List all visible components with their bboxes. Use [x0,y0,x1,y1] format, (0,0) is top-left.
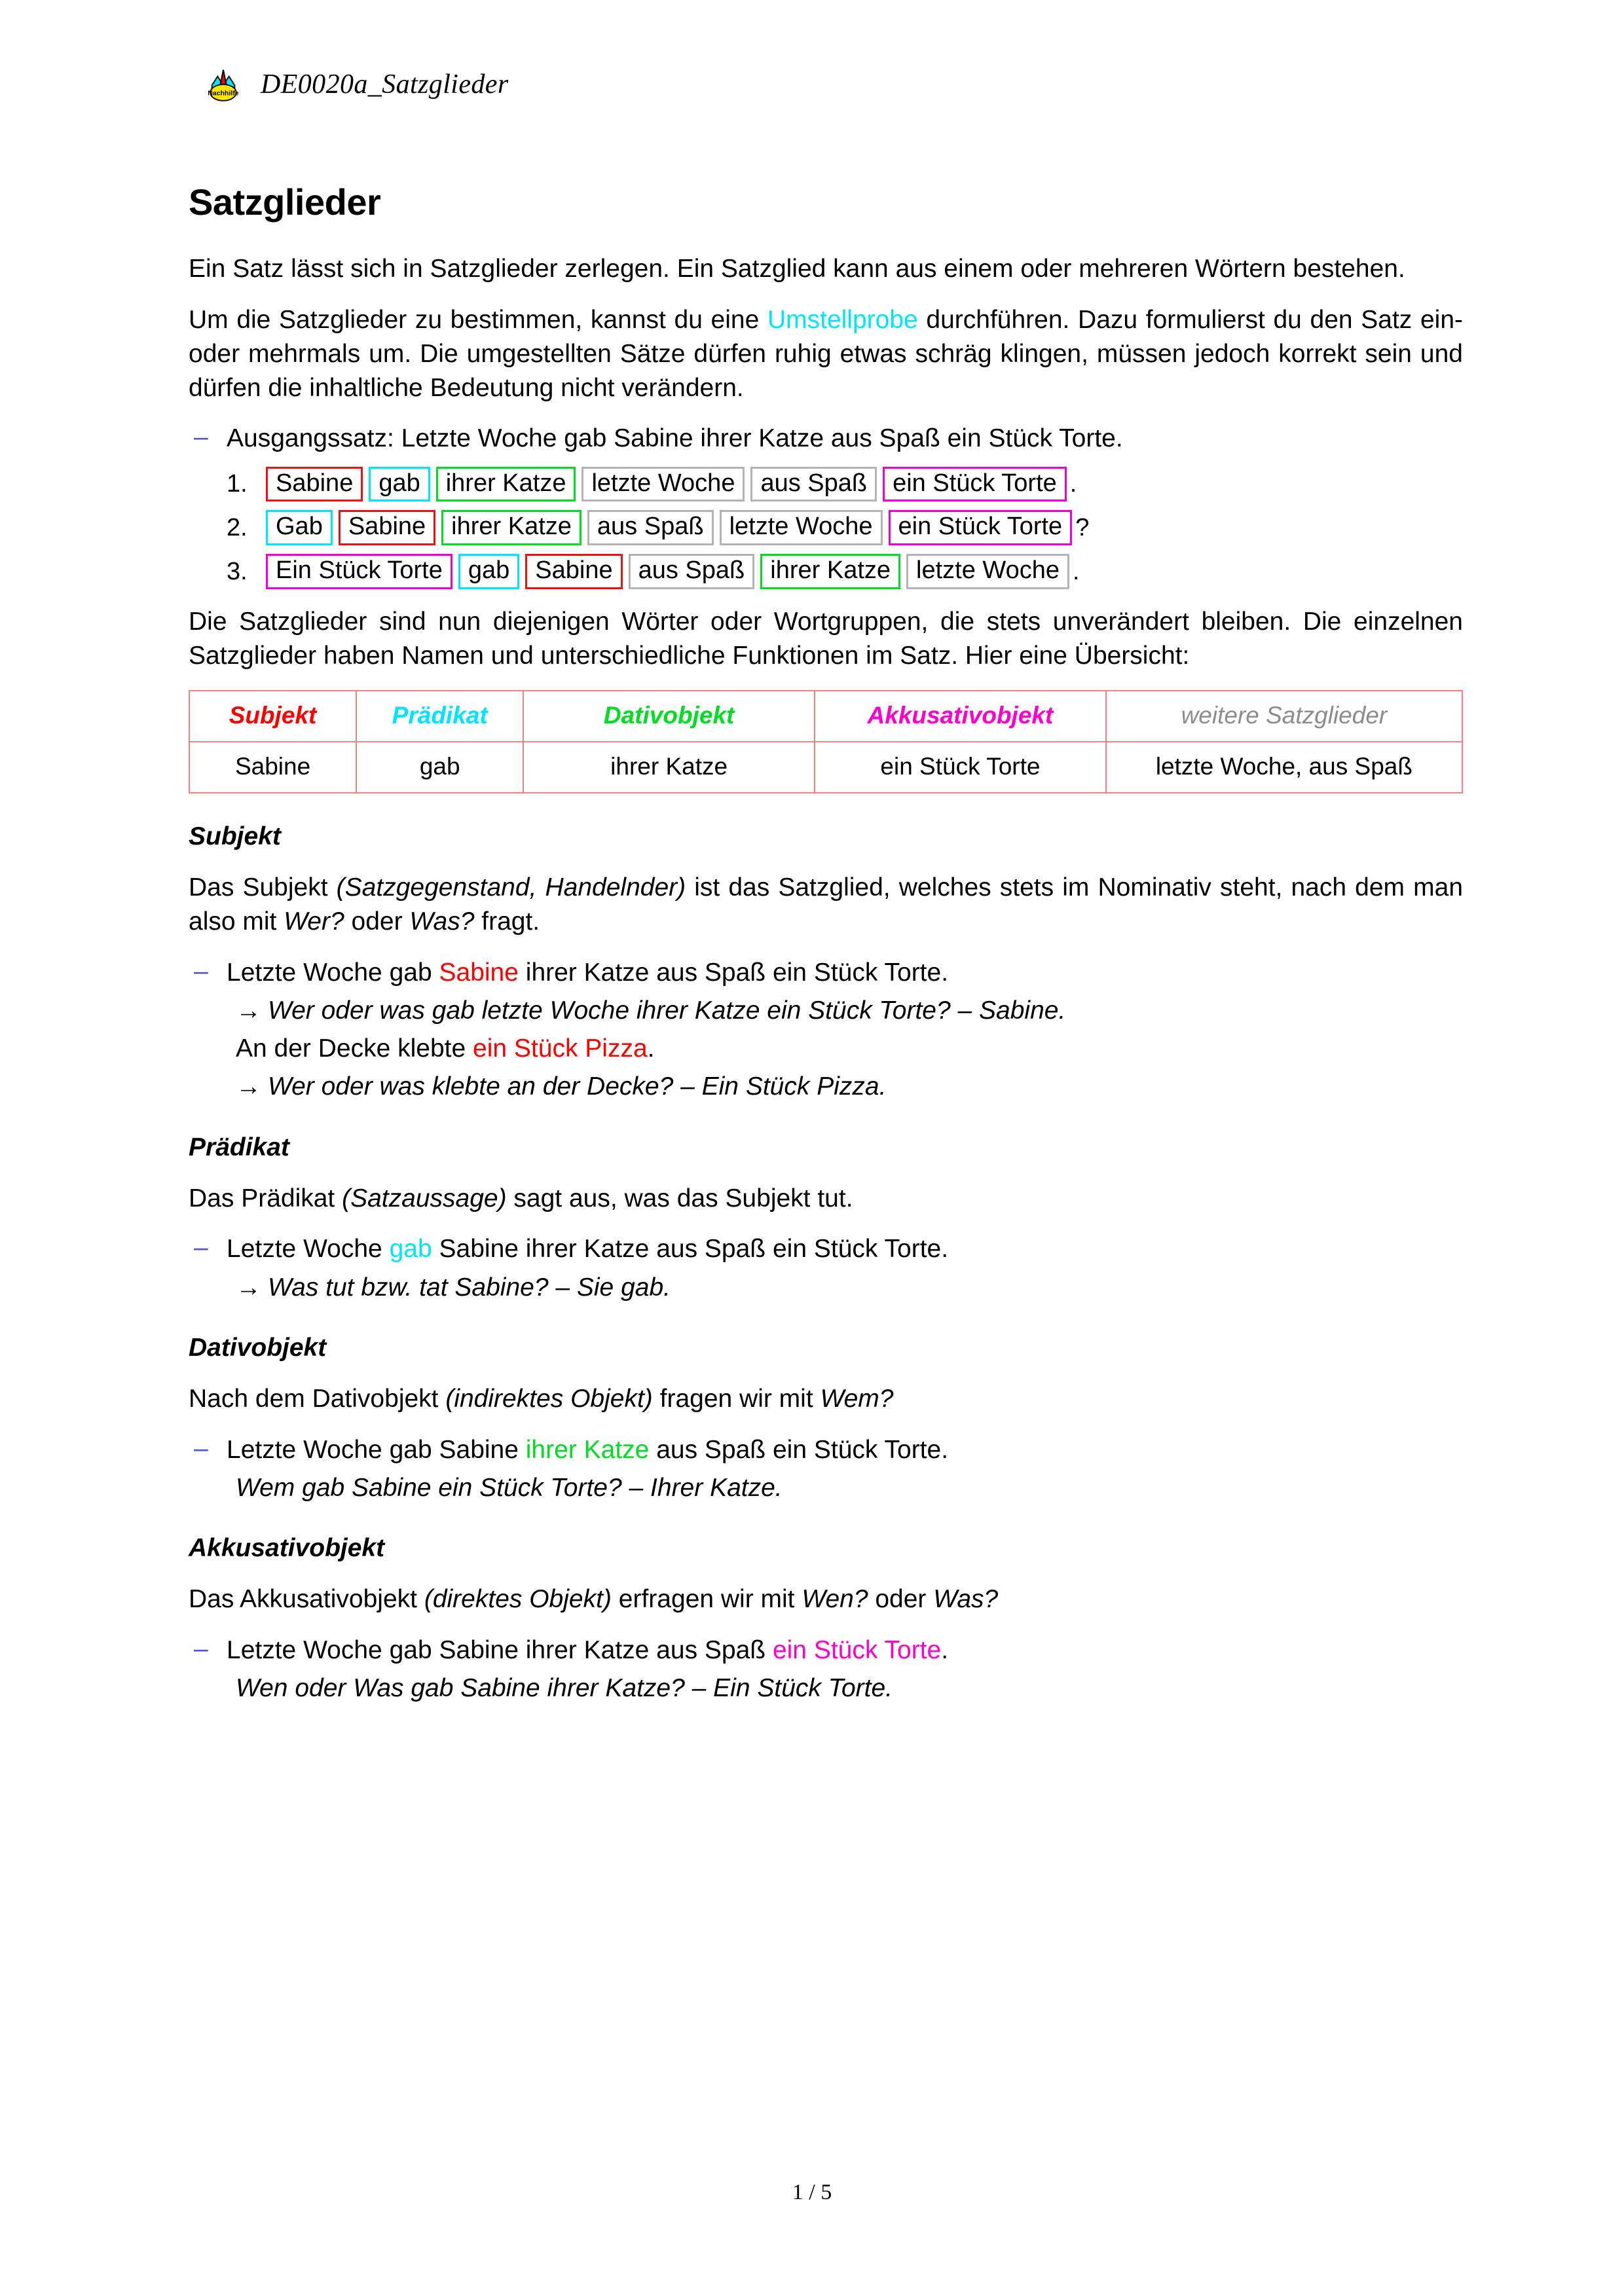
table-header-subjekt: Subjekt [189,691,356,742]
table-cell-weitere: letzte Woche, aus Spaß [1106,742,1462,793]
satzglied-chip: Sabine [266,467,363,502]
page-number: 1 / 5 [792,2180,832,2204]
section-heading-praedikat: Prädikat [189,1133,289,1161]
satzglied-chip: ihrer Katze [760,554,900,589]
table-row [189,742,1462,793]
table-header-praedikat: Prädikat [356,691,523,742]
subjekt-answer-2 [189,1070,1463,1104]
example-pre: Letzte Woche [227,1235,390,1264]
definition-alt-name: (Satzgegenstand, Handelnder) [336,873,686,902]
example-post: aus Spaß ein Stück Torte. [649,1435,949,1464]
akkusativobjekt-example [189,1633,1463,1667]
example-post: ihrer Katze aus Spaß ein Stück Torte. [518,958,949,987]
arrow-icon: → [236,1072,261,1101]
satzglied-chip: gab [369,467,430,502]
example-post: . [941,1636,949,1665]
subjekt-example [189,956,1463,990]
satzglied-chip: Gab [266,510,333,545]
definition-pre: Das Prädikat [189,1184,342,1212]
table-header-row [189,691,1462,742]
definition-mid: fragen wir mit [652,1384,821,1413]
permutation-number: 1. [227,470,248,498]
satzglied-chip: Ein Stück Torte [266,554,452,589]
praedikat-answer [189,1271,1463,1305]
answer-text: Was tut bzw. tat Sabine? – Sie gab. [268,1273,671,1302]
nachhilfe-logo-icon [203,64,244,105]
satzglied-chip: aus Spaß [629,554,755,589]
document-header [203,64,509,105]
satzglied-chip: Sabine [339,510,435,545]
satzglied-chip: letzte Woche [720,510,883,545]
section-heading-subjekt: Subjekt [189,822,281,850]
definition-alt-name: (direktes Objekt) [424,1585,612,1614]
page-footer [0,2180,1624,2205]
table-header-dativobjekt: Dativobjekt [523,691,815,742]
permutation-row [189,554,1463,589]
document-body [189,181,1463,1710]
example-post: Sabine ihrer Katze aus Spaß ein Stück Torte. [432,1235,949,1264]
intro-paragraph-2 [189,303,1463,405]
satzglied-chip: letzte Woche [906,554,1069,589]
satzglied-chip: Sabine [525,554,622,589]
dash-bullet-icon: – [194,423,208,452]
satzglied-chip: ein Stück Torte [889,510,1073,545]
example-pre: Letzte Woche gab [227,958,439,987]
definition-alt-name: (indirektes Objekt) [445,1384,653,1413]
umstellprobe-highlight: Umstellprobe [767,305,918,334]
subjekt-definition [189,871,1463,939]
intro-p2-post: durchführen. Dazu formulierst du den Satz ein- oder mehrmals um. Die umgestellten Sätze dürfen ruhig etwas schräg klingen, müssen jedoch korrekt sein und dürfen die inhaltliche Bedeutung nicht verändern. [189,305,1464,402]
arrow-icon: → [236,1273,261,1302]
answer-text: Wem gab Sabine ein Stück Torte? – Ihrer Katze. [236,1473,783,1502]
highlighted-satzglied: Sabine [439,958,519,987]
dash-bullet-icon: – [194,957,208,985]
svg-text:Nachhilfe: Nachhilfe [208,89,239,98]
satzglied-chip: letzte Woche [581,467,745,502]
dativobjekt-answer [189,1471,1463,1505]
subjekt-example-2 [189,1032,1463,1066]
dash-bullet-icon: – [194,1635,208,1664]
definition-alt-name: (Satzaussage) [342,1184,507,1212]
definition-pre: Das Akkusativobjekt [189,1585,424,1614]
ausgangssatz-item [189,422,1463,456]
satzglied-chip: ein Stück Torte [883,467,1067,502]
table-cell-akkusativobjekt: ein Stück Torte [815,742,1106,793]
sentence-punctuation: . [1069,470,1077,498]
table-header-akkusativobjekt: Akkusativobjekt [815,691,1106,742]
sentence-punctuation: ? [1075,513,1090,541]
table-cell-praedikat: gab [356,742,523,793]
umstellprobe-list [189,467,1463,589]
satzglied-chip: aus Spaß [587,510,714,545]
definition-pre: Nach dem Dativobjekt [189,1384,446,1413]
satzglied-chip: ihrer Katze [441,510,581,545]
question-word-1: Wer? [284,907,344,936]
answer-text: Wer oder was klebte an der Decke? – Ein Stück Pizza. [268,1072,887,1101]
question-word-1: Wem? [820,1384,894,1413]
after-list-paragraph: Die Satzglieder sind nun diejenigen Wörter oder Wortgruppen, die stets unverändert bleiben. Die einzelnen Satzglieder haben Namen und unterschiedliche Funktionen im Satz. Hier eine Übersicht: [189,608,1463,670]
ausgangssatz-text: Ausgangssatz: Letzte Woche gab Sabine ihrer Katze aus Spaß ein Stück Torte. [227,424,1123,453]
page-title: Satzglieder [189,181,381,223]
document-code-label: DE0020a_Satzglieder [261,69,509,100]
intro-p2-pre: Um die Satzglieder zu bestimmen, kannst du eine [189,305,767,334]
permutation-row [189,510,1463,545]
definition-end: fragt. [474,907,540,936]
satzglied-chip: aus Spaß [750,467,877,502]
definition-end: sagt aus, was das Subjekt tut. [506,1184,853,1212]
dash-bullet-icon: – [194,1434,208,1463]
definition-mid: erfragen wir mit [611,1585,802,1614]
example2-pre: An der Decke klebte [236,1034,473,1063]
sentence-punctuation: . [1072,557,1080,585]
satzglieder-overview-table [189,690,1463,793]
praedikat-definition [189,1182,1463,1216]
section-heading-dativobjekt: Dativobjekt [189,1333,327,1362]
example-pre: Letzte Woche gab Sabine ihrer Katze aus Spaß [227,1636,773,1665]
answer-text: Wer oder was gab letzte Woche ihrer Katze ein Stück Torte? – Sabine. [268,996,1066,1025]
arrow-icon: → [236,996,261,1025]
highlighted-satzglied: ihrer Katze [525,1435,650,1464]
question-word-2: Was? [933,1585,999,1614]
dash-bullet-icon: – [194,1233,208,1262]
subjekt-answer [189,994,1463,1028]
satzglied-chip: gab [458,554,519,589]
table-header-weitere: weitere Satzglieder [1106,691,1462,742]
intro-paragraph-1: Ein Satz lässt sich in Satzglieder zerlegen. Ein Satzglied kann aus einem oder mehreren Wörtern bestehen. [189,255,1405,283]
example-pre: Letzte Woche gab Sabine [227,1435,526,1464]
highlighted-satzglied: ein Stück Torte [772,1636,942,1665]
example2-post: . [647,1034,655,1063]
highlighted-satzglied: gab [389,1235,432,1264]
definition-join: oder [868,1585,934,1614]
dativobjekt-definition [189,1382,1463,1416]
akkusativobjekt-answer [189,1671,1463,1705]
question-word-1: Wen? [802,1585,868,1614]
answer-text: Wen oder Was gab Sabine ihrer Katze? – Ein Stück Torte. [236,1674,893,1703]
highlighted-satzglied: ein Stück Pizza [473,1034,648,1063]
definition-pre: Das Subjekt [189,873,337,902]
satzglied-chip: ihrer Katze [436,467,576,502]
permutation-number: 2. [227,513,248,541]
section-heading-akkusativobjekt: Akkusativobjekt [189,1534,385,1563]
question-word-2: Was? [409,907,475,936]
akkusativobjekt-definition [189,1582,1463,1616]
definition-join: oder [344,907,410,936]
praedikat-example [189,1232,1463,1266]
permutation-row [189,467,1463,502]
table-cell-subjekt: Sabine [189,742,356,793]
definition-mid: ist das Satzglied, welches stets im Nominativ steht, nach dem man also mit [189,873,1464,936]
table-cell-dativobjekt: ihrer Katze [523,742,815,793]
permutation-number: 3. [227,557,248,585]
dativobjekt-example [189,1433,1463,1467]
